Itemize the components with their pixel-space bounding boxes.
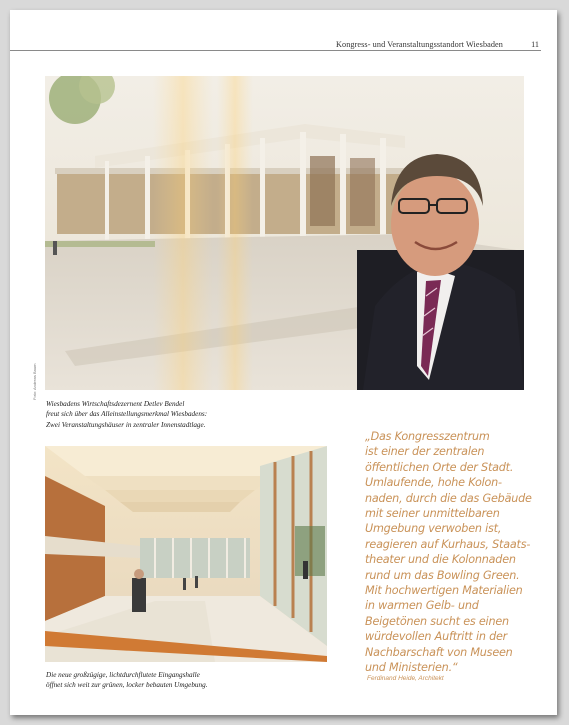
caption-top-line: Zwei Veranstaltungshäuser in zentraler Innenstadtlage. xyxy=(46,420,206,429)
quote-line: naden, durch die das Gebäude xyxy=(365,491,532,505)
photo-congress-center-with-portrait xyxy=(45,76,524,390)
quote-line: Umgebung verwoben ist, xyxy=(365,522,502,536)
caption-top-line: freut sich über das Alleinstellungsmerkmal Wiesbadens: xyxy=(46,410,208,419)
quote-line: ist einer der zentralen xyxy=(365,445,485,459)
quote-line: „Das Kongresszentrum xyxy=(365,430,490,443)
quote-line: Beigetönen sucht es einen xyxy=(365,614,509,628)
running-header: Kongress- und Veranstaltungsstandort Wiesbaden xyxy=(335,40,503,49)
magazine-page xyxy=(10,10,557,715)
quote-line: rund um das Bowling Green. xyxy=(365,568,520,582)
quote-line: in warmen Gelb- und xyxy=(365,599,479,613)
caption-bottom-line: öffnet sich weit zur grünen, locker bebauten Umgebung. xyxy=(46,681,208,690)
quote-line: reagieren auf Kurhaus, Staats- xyxy=(365,537,531,551)
quote-line: würdevollen Auftritt in der xyxy=(365,630,508,644)
quote-line: öffentlichen Orte der Stadt. xyxy=(365,460,514,474)
quote-line: Umlaufende, hohe Kolon- xyxy=(365,476,502,490)
quote-line: und Ministerien.“ xyxy=(365,661,458,675)
photo-entrance-hall xyxy=(45,446,327,662)
quote-author: Ferdinand Heide, Architekt xyxy=(367,675,444,682)
quote-line: Nachbarschaft von Museen xyxy=(365,645,513,659)
quote-line: Mit hochwertigen Materialien xyxy=(365,584,523,598)
architect-quote xyxy=(365,429,553,676)
header-rule xyxy=(10,50,541,51)
photo-credit: Foto: Andreas Baum xyxy=(32,363,37,400)
quote-line: theater und die Kolonnaden xyxy=(365,553,516,567)
caption-top-line: Wiesbadens Wirtschaftsdezernent Detlev Bendel xyxy=(46,400,185,408)
caption-bottom-line: Die neue großzügige, lichtdurchflutete Eingangshalle xyxy=(46,671,200,679)
quote-line: mit seiner unmittelbaren xyxy=(365,507,500,521)
caption-top xyxy=(46,399,276,430)
caption-bottom xyxy=(46,670,306,691)
page-number: 11 xyxy=(531,40,539,49)
